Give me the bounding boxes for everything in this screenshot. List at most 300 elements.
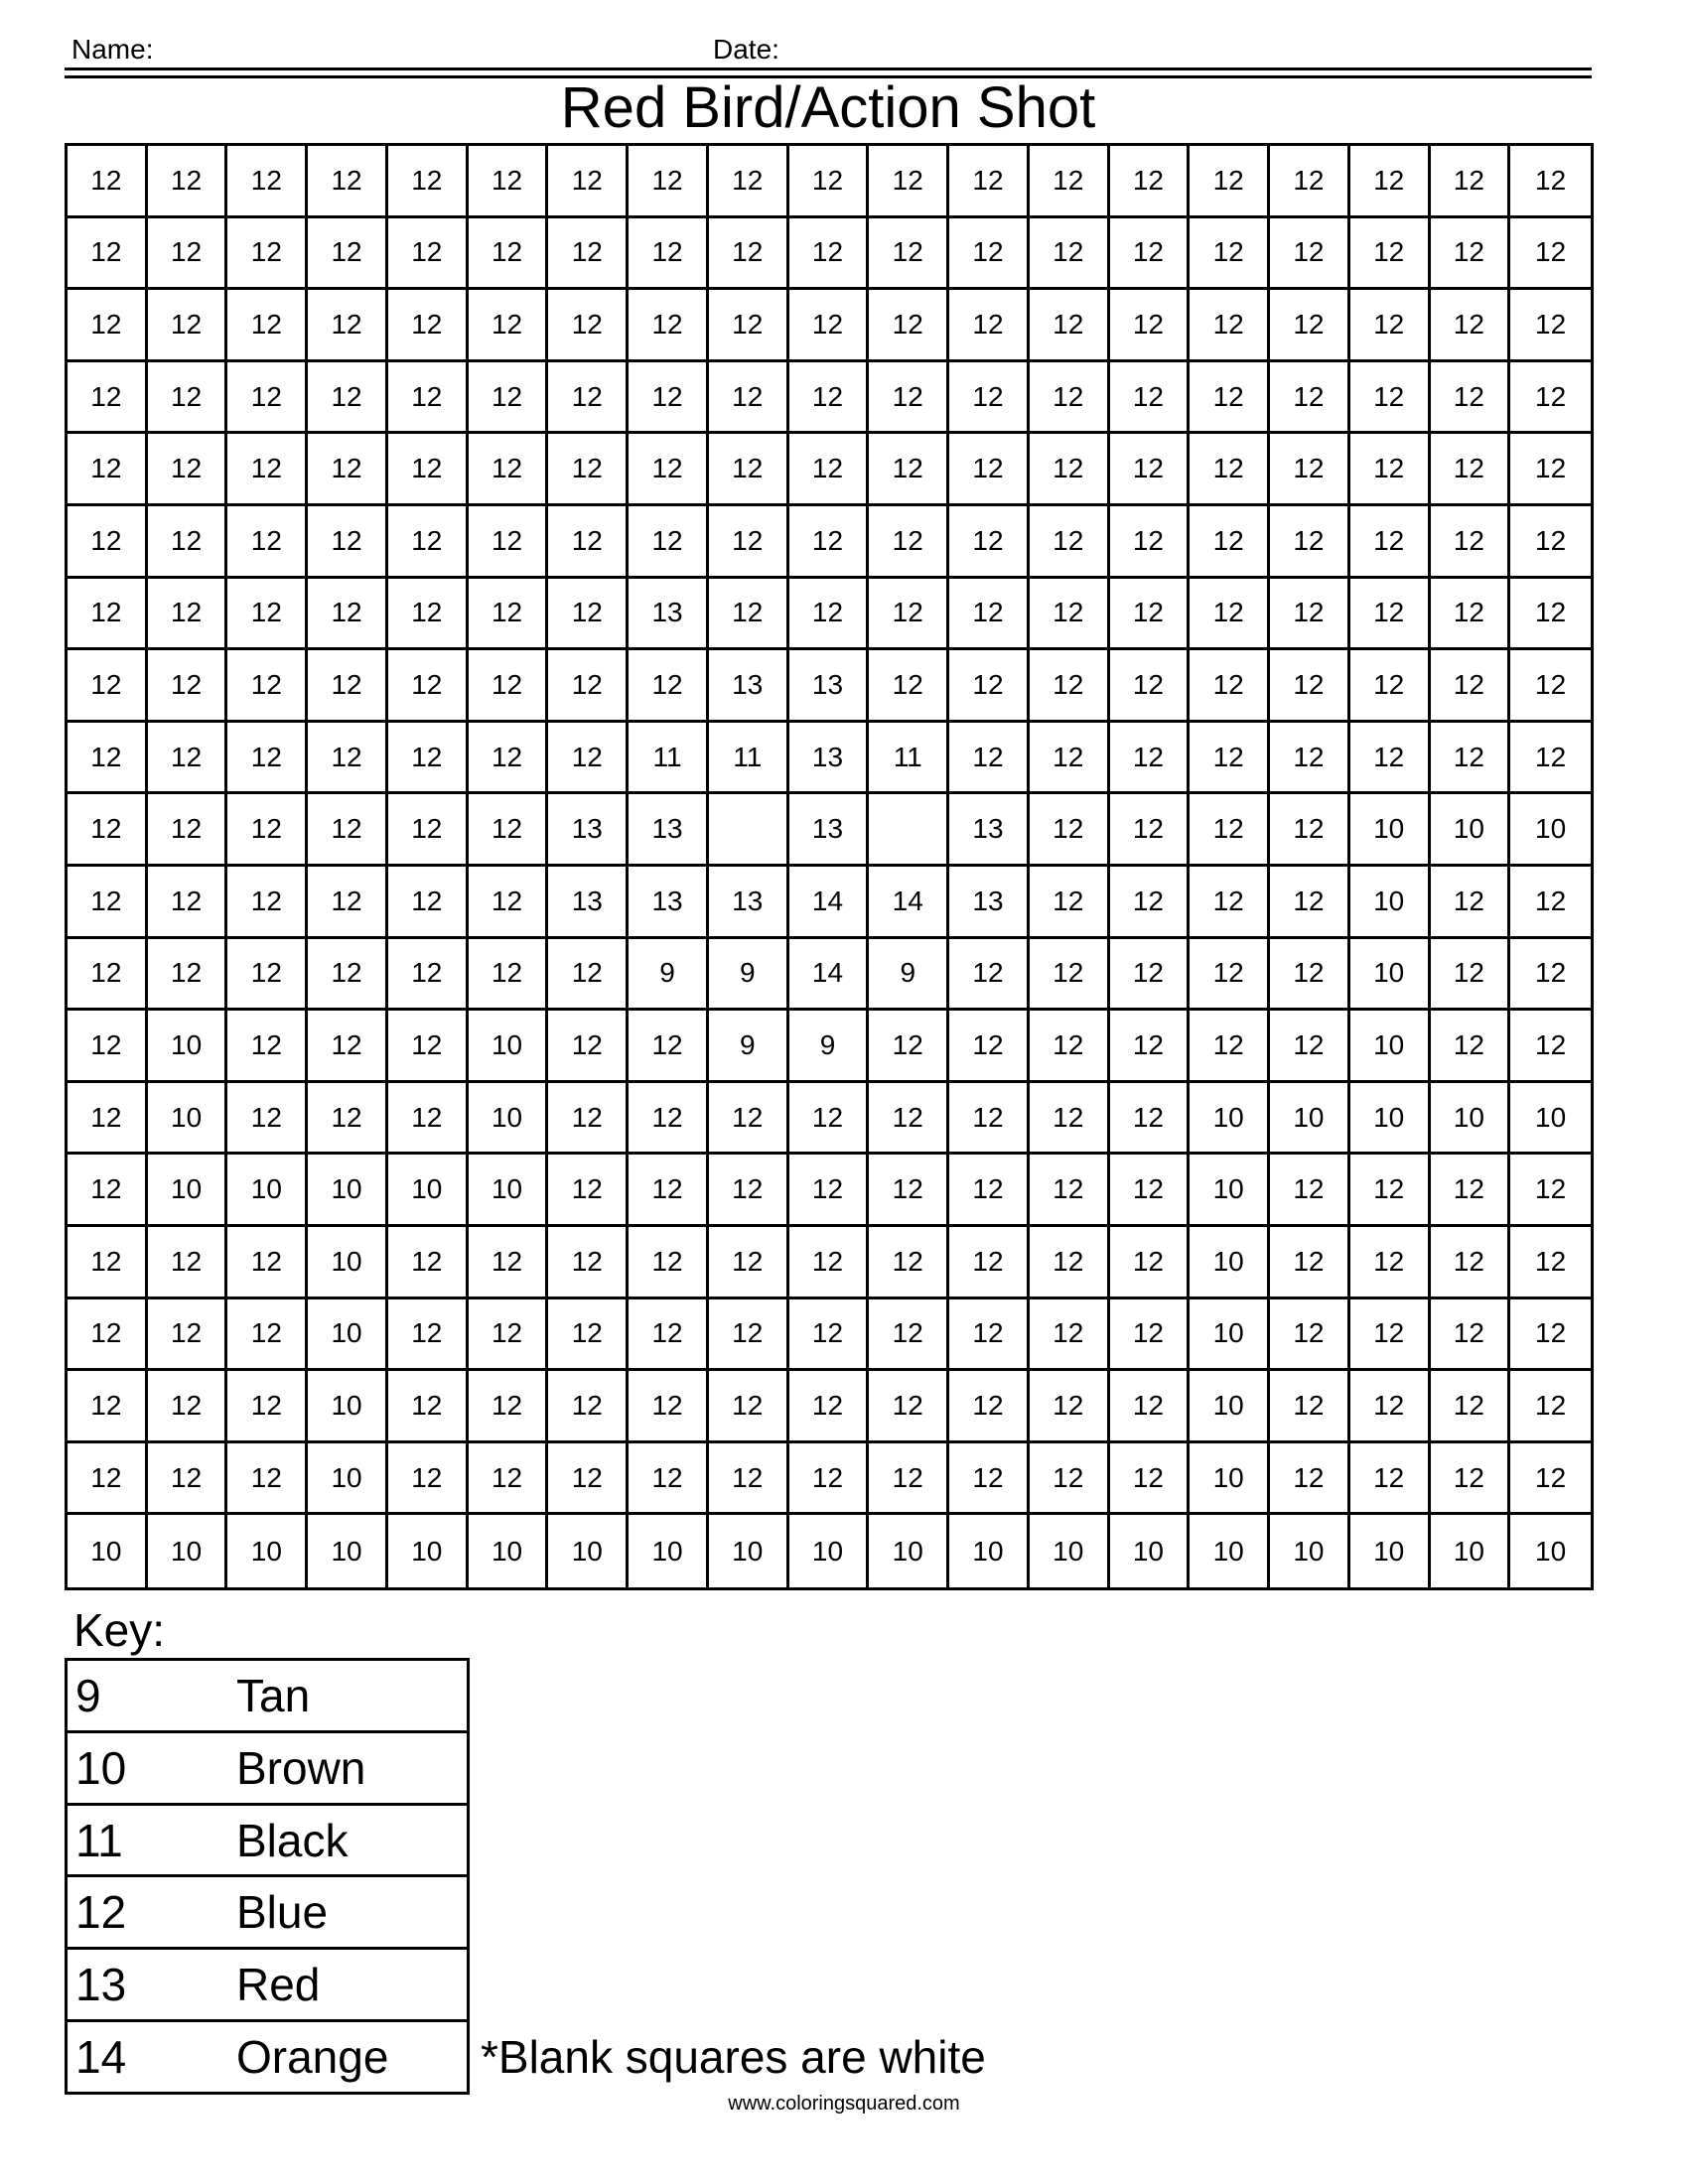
grid-cell: 12 xyxy=(1030,1155,1110,1227)
grid-cell: 12 xyxy=(1030,723,1110,795)
grid-cell: 12 xyxy=(469,939,549,1012)
grid-cell: 12 xyxy=(1110,794,1191,867)
grid-cell: 12 xyxy=(1030,867,1110,939)
grid-cell: 12 xyxy=(1270,1227,1350,1299)
grid-cell: 10 xyxy=(148,1155,228,1227)
grid-cell: 12 xyxy=(1431,506,1511,579)
grid-cell: 12 xyxy=(789,218,870,291)
grid-cell: 12 xyxy=(1030,1299,1110,1372)
grid-cell: 13 xyxy=(789,723,870,795)
grid-cell: 12 xyxy=(629,1299,709,1372)
grid-cell: 12 xyxy=(68,723,148,795)
grid-cell: 12 xyxy=(148,506,228,579)
grid-cell: 12 xyxy=(1431,939,1511,1012)
grid-cell: 12 xyxy=(68,1227,148,1299)
grid-cell: 12 xyxy=(388,434,469,506)
grid-cell: 12 xyxy=(469,650,549,723)
key-row xyxy=(68,1806,467,1878)
grid-cell: 12 xyxy=(1431,1011,1511,1083)
grid-cell: 12 xyxy=(148,290,228,362)
grid-cell: 12 xyxy=(789,146,870,218)
grid-cell: 12 xyxy=(68,1155,148,1227)
grid-cell: 10 xyxy=(1190,1155,1270,1227)
grid-cell: 12 xyxy=(629,218,709,291)
grid-cell: 12 xyxy=(1110,867,1191,939)
grid-cell: 10 xyxy=(709,1515,789,1587)
grid-cell: 12 xyxy=(148,1299,228,1372)
grid-cell: 10 xyxy=(789,1515,870,1587)
grid-cell: 12 xyxy=(1030,218,1110,291)
grid-cell: 12 xyxy=(949,939,1030,1012)
grid-cell: 10 xyxy=(1350,1083,1431,1156)
grid-cell: 12 xyxy=(869,1443,949,1516)
grid-cell: 12 xyxy=(1431,650,1511,723)
grid-cell: 12 xyxy=(709,218,789,291)
grid-cell: 10 xyxy=(1431,1083,1511,1156)
grid-cell: 10 xyxy=(1350,939,1431,1012)
key-color-name: Blue xyxy=(236,1886,329,1939)
grid-cell: 12 xyxy=(1190,794,1270,867)
grid-cell: 10 xyxy=(227,1155,308,1227)
grid-cell: 12 xyxy=(548,1371,629,1443)
grid-cell: 12 xyxy=(1110,1371,1191,1443)
grid-cell: 12 xyxy=(949,290,1030,362)
grid-cell: 12 xyxy=(1431,290,1511,362)
grid-cell: 10 xyxy=(1270,1083,1350,1156)
grid-cell: 12 xyxy=(1190,146,1270,218)
grid-cell: 12 xyxy=(869,1227,949,1299)
grid-cell: 13 xyxy=(629,867,709,939)
grid-cell: 12 xyxy=(1110,579,1191,651)
grid-cell: 12 xyxy=(548,506,629,579)
grid-cell: 10 xyxy=(469,1155,549,1227)
grid-cell: 12 xyxy=(1510,218,1591,291)
grid-cell: 12 xyxy=(148,146,228,218)
grid-cell: 12 xyxy=(1510,146,1591,218)
grid-cell: 12 xyxy=(869,146,949,218)
key-color-name: Tan xyxy=(236,1669,311,1721)
grid-cell: 12 xyxy=(629,290,709,362)
grid-cell xyxy=(709,794,789,867)
grid-cell: 12 xyxy=(227,1011,308,1083)
grid-cell: 12 xyxy=(308,723,388,795)
grid-cell: 12 xyxy=(1030,579,1110,651)
grid-cell: 12 xyxy=(1110,1443,1191,1516)
grid-cell: 12 xyxy=(227,1371,308,1443)
grid-cell: 12 xyxy=(1190,939,1270,1012)
grid-cell: 12 xyxy=(1110,218,1191,291)
grid-cell: 12 xyxy=(789,1443,870,1516)
grid-cell: 12 xyxy=(388,650,469,723)
grid-cell: 12 xyxy=(148,218,228,291)
grid-cell: 12 xyxy=(227,146,308,218)
grid-cell: 9 xyxy=(869,939,949,1012)
grid-cell: 12 xyxy=(949,579,1030,651)
grid-cell: 12 xyxy=(148,723,228,795)
grid-cell: 12 xyxy=(388,794,469,867)
grid-cell: 10 xyxy=(1510,794,1591,867)
grid-cell: 10 xyxy=(548,1515,629,1587)
grid-cell: 10 xyxy=(308,1227,388,1299)
grid-cell: 12 xyxy=(469,723,549,795)
grid-cell: 12 xyxy=(308,650,388,723)
grid-cell: 12 xyxy=(1270,867,1350,939)
grid-cell: 12 xyxy=(1270,146,1350,218)
grid-cell: 12 xyxy=(1030,1371,1110,1443)
grid-cell: 12 xyxy=(227,1443,308,1516)
grid-cell: 12 xyxy=(869,362,949,435)
grid-cell: 12 xyxy=(388,867,469,939)
grid-cell: 12 xyxy=(1510,506,1591,579)
grid-cell: 12 xyxy=(629,506,709,579)
grid-cell: 12 xyxy=(1270,1443,1350,1516)
grid-cell: 12 xyxy=(548,290,629,362)
grid-cell: 12 xyxy=(629,1443,709,1516)
grid-cell: 12 xyxy=(1431,1443,1511,1516)
grid-cell: 10 xyxy=(68,1515,148,1587)
grid-cell: 12 xyxy=(1510,723,1591,795)
grid-cell: 12 xyxy=(1270,506,1350,579)
grid-cell: 12 xyxy=(1190,290,1270,362)
grid-cell: 10 xyxy=(148,1515,228,1587)
grid-cell: 12 xyxy=(709,1371,789,1443)
grid-cell: 12 xyxy=(1030,290,1110,362)
grid-cell: 12 xyxy=(1510,1227,1591,1299)
grid-cell: 12 xyxy=(1030,434,1110,506)
grid-cell: 12 xyxy=(227,939,308,1012)
grid-cell: 12 xyxy=(1510,362,1591,435)
grid-cell: 12 xyxy=(388,218,469,291)
grid-cell: 12 xyxy=(1270,1011,1350,1083)
grid-cell: 12 xyxy=(1350,506,1431,579)
grid-cell: 10 xyxy=(388,1515,469,1587)
grid-cell: 12 xyxy=(1350,218,1431,291)
grid-cell: 12 xyxy=(1350,146,1431,218)
grid-cell: 12 xyxy=(1190,362,1270,435)
grid-cell: 10 xyxy=(949,1515,1030,1587)
grid-cell: 13 xyxy=(949,867,1030,939)
grid-cell: 12 xyxy=(388,506,469,579)
grid-cell: 13 xyxy=(548,794,629,867)
grid-cell: 12 xyxy=(1110,723,1191,795)
grid-cell: 12 xyxy=(308,362,388,435)
grid-cell: 12 xyxy=(148,362,228,435)
grid-cell: 12 xyxy=(388,1299,469,1372)
grid-cell: 10 xyxy=(629,1515,709,1587)
grid-cell: 12 xyxy=(548,650,629,723)
key-number: 13 xyxy=(75,1959,127,2011)
grid-cell: 12 xyxy=(709,1083,789,1156)
grid-cell: 12 xyxy=(68,1299,148,1372)
key-number: 10 xyxy=(75,1741,127,1794)
grid-cell: 12 xyxy=(68,1011,148,1083)
grid-cell: 12 xyxy=(709,146,789,218)
grid-cell: 12 xyxy=(629,1155,709,1227)
grid-cell: 12 xyxy=(949,1443,1030,1516)
grid-cell: 12 xyxy=(1030,146,1110,218)
grid-cell: 12 xyxy=(1510,867,1591,939)
grid-cell: 12 xyxy=(1510,650,1591,723)
key-number: 9 xyxy=(75,1669,101,1721)
grid-cell: 12 xyxy=(1270,579,1350,651)
grid-cell: 12 xyxy=(949,146,1030,218)
grid-cell: 12 xyxy=(227,1227,308,1299)
grid-cell: 12 xyxy=(1190,434,1270,506)
grid-cell: 12 xyxy=(1190,506,1270,579)
grid-cell: 12 xyxy=(789,1371,870,1443)
grid-cell: 12 xyxy=(1431,1299,1511,1372)
grid-cell: 11 xyxy=(709,723,789,795)
grid-cell: 12 xyxy=(227,579,308,651)
page-title: Red Bird/Action Shot xyxy=(560,75,1096,140)
grid-cell: 10 xyxy=(1350,1011,1431,1083)
website-footer: www.coloringsquared.com xyxy=(728,2093,960,2115)
grid-cell: 12 xyxy=(709,434,789,506)
grid-cell: 12 xyxy=(1270,218,1350,291)
grid-cell: 12 xyxy=(629,650,709,723)
grid-cell: 12 xyxy=(1510,1371,1591,1443)
grid-cell: 12 xyxy=(469,506,549,579)
key-color-name: Black xyxy=(236,1814,349,1866)
grid-cell: 12 xyxy=(1510,290,1591,362)
grid-cell: 12 xyxy=(548,579,629,651)
grid-cell: 12 xyxy=(227,1299,308,1372)
grid-cell: 12 xyxy=(68,650,148,723)
grid-cell: 10 xyxy=(1110,1515,1191,1587)
grid-cell: 12 xyxy=(1110,1011,1191,1083)
grid-cell: 10 xyxy=(308,1155,388,1227)
grid-cell: 12 xyxy=(308,939,388,1012)
grid-cell: 12 xyxy=(388,579,469,651)
grid-cell: 12 xyxy=(308,506,388,579)
grid-cell: 12 xyxy=(227,650,308,723)
grid-cell: 12 xyxy=(68,362,148,435)
grid-cell: 12 xyxy=(227,867,308,939)
grid-cell: 12 xyxy=(548,434,629,506)
grid-cell: 11 xyxy=(629,723,709,795)
key-row xyxy=(68,1661,467,1733)
grid-cell: 12 xyxy=(709,506,789,579)
grid-cell: 12 xyxy=(629,1371,709,1443)
grid-cell: 12 xyxy=(1030,1227,1110,1299)
grid-cell: 12 xyxy=(68,434,148,506)
grid-cell: 12 xyxy=(629,434,709,506)
grid-cell: 12 xyxy=(629,1083,709,1156)
grid-cell: 13 xyxy=(709,650,789,723)
grid-cell: 12 xyxy=(68,1083,148,1156)
grid-cell: 12 xyxy=(1510,1155,1591,1227)
grid-cell: 10 xyxy=(1350,867,1431,939)
grid-cell: 12 xyxy=(227,290,308,362)
grid-cell: 12 xyxy=(869,650,949,723)
key-number: 11 xyxy=(75,1814,123,1866)
grid-cell: 12 xyxy=(227,723,308,795)
grid-cell: 12 xyxy=(308,579,388,651)
grid-cell: 12 xyxy=(227,794,308,867)
grid-cell: 12 xyxy=(789,290,870,362)
grid-cell: 12 xyxy=(1350,290,1431,362)
grid-cell: 12 xyxy=(629,1011,709,1083)
grid-cell: 12 xyxy=(469,1443,549,1516)
grid-cell: 12 xyxy=(148,794,228,867)
grid-cell: 12 xyxy=(308,218,388,291)
grid-cell: 12 xyxy=(629,146,709,218)
grid-cell: 12 xyxy=(469,794,549,867)
grid-cell: 12 xyxy=(308,867,388,939)
grid-cell: 14 xyxy=(789,867,870,939)
key-number: 12 xyxy=(75,1886,127,1939)
grid-cell: 12 xyxy=(1110,434,1191,506)
grid-cell: 12 xyxy=(548,1227,629,1299)
grid-cell: 12 xyxy=(949,362,1030,435)
grid-cell: 12 xyxy=(1510,1299,1591,1372)
grid-cell: 12 xyxy=(1431,218,1511,291)
grid-cell: 12 xyxy=(1270,650,1350,723)
grid-cell: 12 xyxy=(1270,723,1350,795)
grid-cell: 12 xyxy=(1350,1155,1431,1227)
grid-cell: 12 xyxy=(469,434,549,506)
grid-cell: 12 xyxy=(789,362,870,435)
grid-cell: 10 xyxy=(1190,1371,1270,1443)
grid-cell: 12 xyxy=(227,362,308,435)
grid-cell: 10 xyxy=(308,1515,388,1587)
grid-cell: 12 xyxy=(68,146,148,218)
grid-cell: 12 xyxy=(869,506,949,579)
grid-cell: 12 xyxy=(388,1443,469,1516)
grid-cell: 12 xyxy=(1190,579,1270,651)
grid-cell: 12 xyxy=(949,1083,1030,1156)
grid-cell: 12 xyxy=(1350,362,1431,435)
grid-cell: 12 xyxy=(1030,362,1110,435)
grid-cell: 12 xyxy=(709,1155,789,1227)
grid-cell: 12 xyxy=(1030,794,1110,867)
date-label: Date: xyxy=(713,34,779,65)
grid-cell: 12 xyxy=(1350,579,1431,651)
grid-cell: 12 xyxy=(1110,939,1191,1012)
key-heading: Key: xyxy=(73,1604,166,1656)
grid-cell: 12 xyxy=(1270,939,1350,1012)
grid-cell: 12 xyxy=(1030,1443,1110,1516)
grid-cell: 12 xyxy=(68,794,148,867)
grid-cell: 12 xyxy=(388,939,469,1012)
grid-cell: 12 xyxy=(388,362,469,435)
grid-cell: 14 xyxy=(869,867,949,939)
grid-cell: 13 xyxy=(548,867,629,939)
key-row xyxy=(68,1733,467,1806)
grid-cell: 12 xyxy=(709,362,789,435)
grid-cell: 12 xyxy=(1510,1011,1591,1083)
grid-cell: 12 xyxy=(548,939,629,1012)
grid-cell: 12 xyxy=(789,506,870,579)
grid-cell: 10 xyxy=(1431,794,1511,867)
key-row xyxy=(68,1950,467,2022)
grid-cell: 12 xyxy=(548,723,629,795)
grid-cell xyxy=(869,794,949,867)
grid-cell: 9 xyxy=(709,1011,789,1083)
grid-cell: 12 xyxy=(789,434,870,506)
grid-cell: 10 xyxy=(469,1083,549,1156)
grid-cell: 12 xyxy=(1190,650,1270,723)
grid-cell: 12 xyxy=(1030,939,1110,1012)
grid-cell: 12 xyxy=(68,290,148,362)
grid-cell: 13 xyxy=(949,794,1030,867)
grid-cell: 12 xyxy=(548,1443,629,1516)
key-number: 14 xyxy=(75,2031,127,2084)
grid-cell: 12 xyxy=(1190,218,1270,291)
grid-cell: 12 xyxy=(1350,1299,1431,1372)
grid-cell: 12 xyxy=(949,723,1030,795)
grid-cell: 12 xyxy=(1030,1011,1110,1083)
grid-cell: 10 xyxy=(1431,1515,1511,1587)
grid-cell: 12 xyxy=(1190,1011,1270,1083)
grid-cell: 12 xyxy=(548,1299,629,1372)
grid-cell: 12 xyxy=(148,867,228,939)
grid-cell: 12 xyxy=(1110,362,1191,435)
grid-cell: 12 xyxy=(388,1011,469,1083)
grid-cell: 12 xyxy=(548,1083,629,1156)
grid-cell: 10 xyxy=(148,1083,228,1156)
grid-cell: 13 xyxy=(709,867,789,939)
grid-cell: 14 xyxy=(789,939,870,1012)
grid-cell: 13 xyxy=(629,794,709,867)
grid-cell: 12 xyxy=(469,218,549,291)
grid-cell: 12 xyxy=(548,1155,629,1227)
grid-cell: 12 xyxy=(949,1011,1030,1083)
grid-cell: 10 xyxy=(1350,1515,1431,1587)
grid-cell: 12 xyxy=(789,1299,870,1372)
grid-cell: 12 xyxy=(68,1371,148,1443)
grid-cell: 12 xyxy=(548,146,629,218)
grid-cell: 12 xyxy=(308,1011,388,1083)
grid-cell: 12 xyxy=(789,579,870,651)
grid-cell: 12 xyxy=(388,146,469,218)
grid-cell: 12 xyxy=(1110,146,1191,218)
grid-cell: 10 xyxy=(469,1515,549,1587)
grid-cell: 12 xyxy=(388,1371,469,1443)
grid-cell: 12 xyxy=(227,506,308,579)
grid-cell: 10 xyxy=(1190,1443,1270,1516)
grid-cell: 12 xyxy=(308,290,388,362)
grid-cell: 12 xyxy=(949,506,1030,579)
key-color-name: Orange xyxy=(236,2031,389,2084)
grid-cell: 9 xyxy=(629,939,709,1012)
grid-cell: 12 xyxy=(308,146,388,218)
grid-cell: 12 xyxy=(789,1227,870,1299)
grid-cell: 12 xyxy=(789,1155,870,1227)
grid-cell: 12 xyxy=(68,939,148,1012)
grid-cell: 12 xyxy=(1110,1299,1191,1372)
grid-cell: 12 xyxy=(1350,723,1431,795)
grid-cell: 12 xyxy=(1510,939,1591,1012)
grid-cell: 12 xyxy=(469,579,549,651)
grid-cell: 12 xyxy=(1431,579,1511,651)
grid-cell: 10 xyxy=(1190,1515,1270,1587)
grid-cell: 10 xyxy=(869,1515,949,1587)
grid-cell: 10 xyxy=(1190,1227,1270,1299)
grid-cell: 12 xyxy=(709,290,789,362)
grid-cell: 12 xyxy=(949,650,1030,723)
key-row xyxy=(68,2022,467,2092)
grid-cell: 10 xyxy=(148,1011,228,1083)
grid-cell: 12 xyxy=(949,1371,1030,1443)
grid-cell: 12 xyxy=(709,1299,789,1372)
grid-cell: 12 xyxy=(148,579,228,651)
key-row xyxy=(68,1877,467,1950)
grid-cell: 12 xyxy=(709,579,789,651)
grid-cell: 12 xyxy=(1030,650,1110,723)
grid-cell: 12 xyxy=(68,218,148,291)
grid-cell: 12 xyxy=(68,579,148,651)
